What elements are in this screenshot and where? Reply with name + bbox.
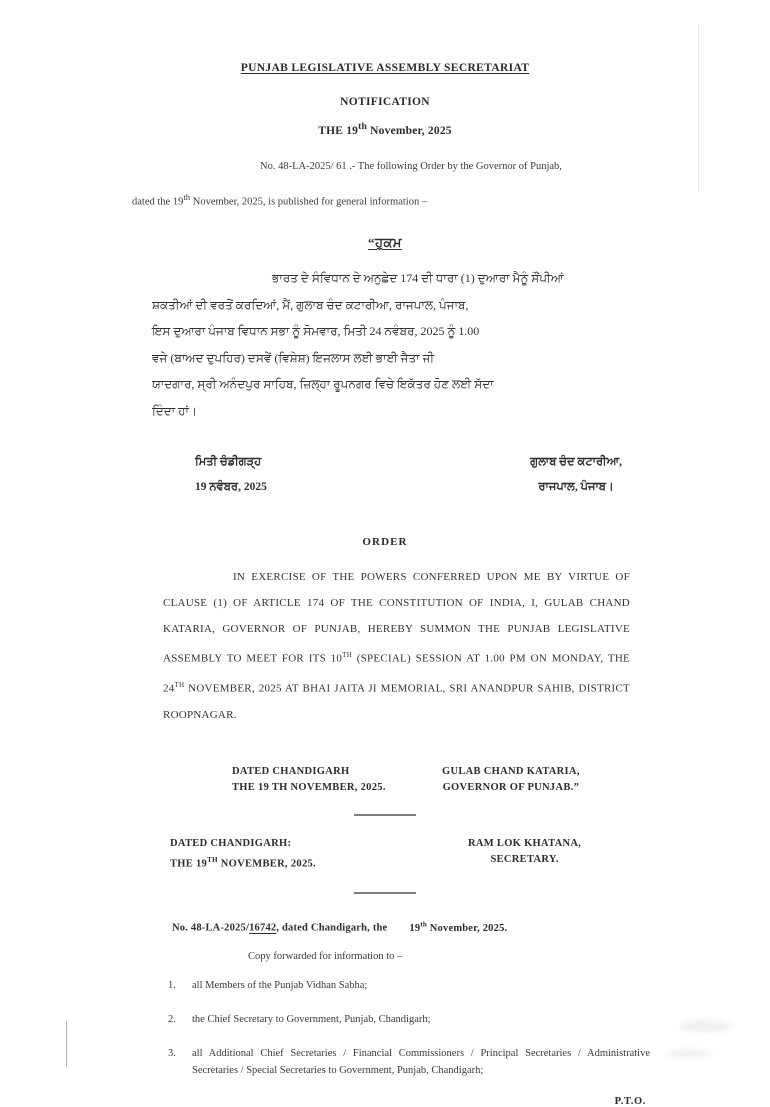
list-item-text: all Members of the Punjab Vidhan Sabha; [192, 979, 368, 991]
punjabi-line-6: ਦਿੰਦਾ ਹਾਂ। [152, 403, 198, 418]
list-item [168, 977, 650, 994]
order-heading: ORDER [362, 536, 408, 549]
notification-number-part2: dated the 19th November, 2025, is published for general information – [132, 191, 428, 208]
secretary-designation: SECRETARY. [490, 853, 559, 865]
secretary-signature-block [0, 836, 770, 873]
page-turn-over-marker: P.T.O. [614, 1095, 646, 1107]
punjabi-signature-place: ਮਿਤੀ ਚੰਡੀਗੜ੍ਹ [195, 456, 262, 469]
endorsement-number: 16742 [249, 922, 277, 934]
governor-signature-block [0, 764, 770, 796]
endorsement-prefix: No. 48-LA-2025/ [172, 922, 250, 934]
list-item-number: 2. [168, 1013, 176, 1025]
punjabi-order-heading-text: “ਹੁਕਮ [368, 235, 402, 251]
punjabi-signature-left [195, 450, 267, 500]
secretary-signature-place: DATED CHANDIGARH: [170, 837, 292, 849]
divider-rule-1 [354, 814, 416, 816]
punjabi-order-body [0, 265, 770, 424]
secretary-signature-date: THE 19TH NOVEMBER, 2025. [170, 855, 316, 870]
governor-signature-date: THE 19 TH NOVEMBER, 2025. [232, 781, 386, 793]
order-body-text: IN EXERCISE OF THE POWERS CONFERRED UPON ME BY VIRTUE OF CLAUSE (1) OF ARTICLE 174 OF THE CONSTITUTION OF INDIA, I, GULAB CHAND KATARIA, GOVERNOR OF PUNJAB, HEREBY SUMMON THE PUNJAB LEGISLATIVE ASSEMBLY TO MEET FOR ITS 10TH (SPECIAL) SESSION AT 1.00 PM ON MONDAY, THE 24TH NOVEMBER, 2025 AT BHAI JAITA JI MEMORIAL, SRI ANANDPUR SAHIB, DISTRICT ROOPNAGAR. [163, 571, 631, 721]
order-body [0, 564, 770, 727]
list-item-text: the Chief Secretary to Government, Punjab, Chandigarh; [192, 1013, 431, 1025]
notification-heading: NOTIFICATION [340, 96, 430, 108]
punjabi-signatory-name: ਗੁਲਾਬ ਚੰਦ ਕਟਾਰੀਆ, [530, 456, 622, 469]
notification-number-part1: No. 48-LA-2025/ 61 .- The following Order by the Governor of Punjab, [260, 160, 562, 172]
list-item-number: 1. [168, 979, 176, 991]
list-item-text: all Additional Chief Secretaries / Financial Commissioners / Principal Secretaries / Administrative Secretaries / Special Secretaries to Government, Punjab, Chandigarh; [192, 1047, 650, 1076]
governor-signature-right [442, 764, 580, 796]
punjabi-line-5: ਯਾਦਗਾਰ, ਸ੍ਰੀ ਅਨੰਦਪੁਰ ਸਾਹਿਬ, ਜ਼ਿਲ੍ਹਾ ਰੂਪਨਗਰ ਵਿਚੇ ਇਕੱਤਰ ਹੋਣ ਲਈ ਸੱਦਾ [152, 377, 494, 392]
punjabi-signature-block [0, 450, 770, 500]
governor-signature-left [232, 764, 442, 796]
recipient-list [0, 977, 770, 1079]
punjabi-signature-right [530, 450, 622, 500]
punjabi-signatory-designation: ਰਾਜਪਾਲ, ਪੰਜਾਬ। [538, 481, 614, 494]
punjabi-order-heading [0, 235, 770, 251]
endorsement-date: 19th November, 2025. [409, 920, 508, 934]
secretariat-heading [0, 62, 770, 74]
notification-number-paragraph [0, 151, 770, 218]
list-item-number: 3. [168, 1047, 176, 1059]
endorsement-line [0, 920, 770, 934]
notification-date-heading: THE 19th November, 2025 [318, 121, 452, 137]
list-item [168, 1045, 650, 1079]
governor-signature-place: DATED CHANDIGARH [232, 765, 350, 777]
punjabi-line-2: ਸ਼ਕਤੀਆਂ ਦੀ ਵਰਤੋਂ ਕਰਦਿਆਂ, ਮੈਂ, ਗੁਲਾਬ ਚੰਦ ਕਟਾਰੀਆ, ਰਾਜਪਾਲ, ਪੰਜਾਬ, [152, 297, 469, 312]
punjabi-signature-date: 19 ਨਵੰਬਰ, 2025 [195, 481, 267, 494]
copy-forwarded-line: Copy forwarded for information to – [248, 950, 403, 962]
secretariat-heading-text: PUNJAB LEGISLATIVE ASSEMBLY SECRETARIAT [240, 62, 530, 74]
governor-designation: GOVERNOR OF PUNJAB.” [442, 781, 580, 793]
punjabi-line-1: ਭਾਰਤ ਦੇ ਸੰਵਿਧਾਨ ਦੇ ਅਨੁਛੇਦ 174 ਦੀ ਧਾਰਾ (1) ਦੁਆਰਾ ਮੈਨੂੰ ਸੌਂਪੀਆਂ [272, 271, 564, 286]
secretary-name: RAM LOK KHATANA, [468, 837, 582, 849]
governor-name: GULAB CHAND KATARIA, [442, 765, 580, 777]
punjabi-line-4: ਵਜੇ (ਬਾਅਦ ਦੁਪਹਿਰ) ਦਸਵੇਂ (ਵਿਸ਼ੇਸ਼) ਇਜਲਾਸ ਲਈ ਭਾਈ ਜੈਤਾ ਜੀ [152, 350, 435, 365]
secretary-signature-left [170, 836, 468, 873]
list-item [168, 1011, 650, 1028]
punjabi-line-3: ਇਸ ਦੁਆਰਾ ਪੰਜਾਬ ਵਿਧਾਨ ਸਭਾ ਨੂੰ ਸੋਮਵਾਰ, ਮਿਤੀ 24 ਨਵੰਬਰ, 2025 ਨੂੰ 1.00 [152, 324, 480, 339]
secretary-signature-right [468, 836, 581, 873]
divider-rule-2 [354, 892, 416, 894]
endorsement-suffix: , dated Chandigarh, the [276, 922, 388, 934]
